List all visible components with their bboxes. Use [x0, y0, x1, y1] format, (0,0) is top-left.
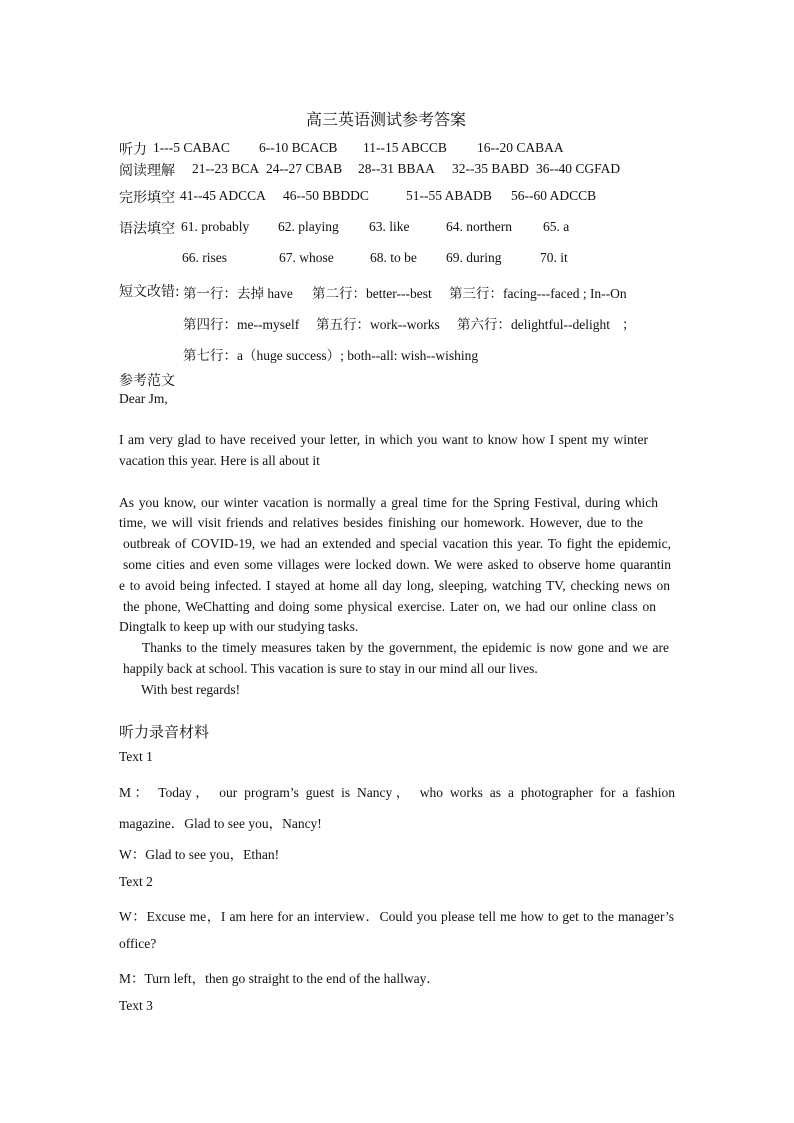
page-title: 高三英语测试参考答案	[306, 110, 467, 129]
answer-group: 24--27 CBAB	[266, 161, 343, 176]
text-label: Text 1	[119, 749, 153, 764]
answer-group: 46--50 BBDDC	[283, 188, 369, 203]
answer-item: 64. northern	[446, 219, 512, 234]
answer-item: 69. during	[446, 250, 502, 265]
text-label: Text 3	[119, 998, 153, 1013]
grammar-label: 语法填空	[119, 221, 175, 237]
correction-item: 第二行：better---best	[312, 286, 432, 301]
essay-line: Dingtalk to keep up with our studying tasks.	[119, 619, 359, 634]
correction-item: 第三行：facing---faced ; In--On	[449, 286, 627, 301]
essay-closing: With best regards!	[141, 682, 241, 697]
answer-group: 16--20 CABAA	[477, 140, 564, 155]
essay-line: time, we will visit friends and relatives besides finishing our homework. However, due to the	[119, 515, 643, 530]
answer-item: 63. like	[369, 219, 410, 234]
essay-line: I am very glad to have received your letter, in which you want to know how I spent my winter	[119, 432, 648, 447]
essay-line: outbreak of COVID-19, we had an extended and special vacation this year. To fight the epidemic,	[123, 536, 671, 551]
essay-heading: 参考范文	[119, 373, 175, 389]
transcript-heading: 听力录音材料	[119, 723, 210, 741]
correction-item: 第七行：a（huge success）; both--all: wish--wishing	[183, 348, 479, 363]
answer-item: 61. probably	[181, 219, 250, 234]
answer-item: 66. rises	[182, 250, 227, 265]
dialogue-line: magazine．Glad to see you，Nancy!	[119, 816, 322, 831]
answer-group: 36--40 CGFAD	[536, 161, 621, 176]
correction-item: 第六行：delightful--delight	[457, 317, 610, 332]
essay-line: some cities and even some villages were locked down. We were asked to observe home quarantin	[123, 557, 671, 572]
answer-group: 32--35 BABD	[452, 161, 529, 176]
correction-item: 第四行：me--myself	[183, 317, 300, 332]
answer-group: 11--15 ABCCB	[363, 140, 447, 155]
reading-label: 阅读理解	[119, 163, 175, 179]
answer-item: 70. it	[540, 250, 568, 265]
answer-item: 62. playing	[278, 219, 339, 234]
dialogue-line: office?	[119, 936, 157, 951]
correction-item: 第五行：work--works	[316, 317, 440, 332]
essay-line: As you know, our winter vacation is normally a greal time for the Spring Festival, during which	[119, 495, 658, 510]
answer-group: 6--10 BCACB	[259, 140, 338, 155]
dialogue-line: W：Glad to see you，Ethan!	[119, 847, 280, 862]
cloze-label: 完形填空	[119, 190, 175, 206]
essay-line: e to avoid being infected. I stayed at home all day long, sleeping, watching TV, checking news on	[119, 578, 670, 593]
correction-item: ；	[622, 317, 636, 332]
answer-group: 56--60 ADCCB	[511, 188, 597, 203]
answer-item: 67. whose	[279, 250, 334, 265]
essay-greeting: Dear Jm,	[119, 391, 168, 406]
dialogue-line: M： Today， our program’s guest is Nancy， who works as a photographer for a fashion	[119, 785, 675, 800]
essay-line: vacation this year. Here is all about it	[119, 453, 320, 468]
listening-label: 听力	[119, 142, 147, 158]
dialogue-line: W：Excuse me，I am here for an interview．Could you please tell me how to get to the manager’s	[119, 909, 674, 924]
answer-item: 65. a	[543, 219, 570, 234]
dialogue-line: M：Turn left，then go straight to the end of the hallway．	[119, 971, 440, 986]
correction-label: 短文改错:	[119, 284, 180, 300]
essay-line: Thanks to the timely measures taken by the government, the epidemic is now gone and we are	[142, 640, 669, 655]
correction-item: 第一行：去掉 have	[183, 286, 293, 301]
answer-group: 21--23 BCA	[192, 161, 260, 176]
answer-group: 51--55 ABADB	[406, 188, 492, 203]
answer-item: 68. to be	[370, 250, 417, 265]
answer-group: 28--31 BBAA	[358, 161, 435, 176]
answer-group: 41--45 ADCCA	[180, 188, 266, 203]
essay-line: the phone, WeChatting and doing some physical exercise. Later on, we had our online class on	[123, 599, 656, 614]
essay-line: happily back at school. This vacation is sure to stay in our mind all our lives.	[123, 661, 538, 676]
answer-group: 1---5 CABAC	[153, 140, 230, 155]
text-label: Text 2	[119, 874, 153, 889]
